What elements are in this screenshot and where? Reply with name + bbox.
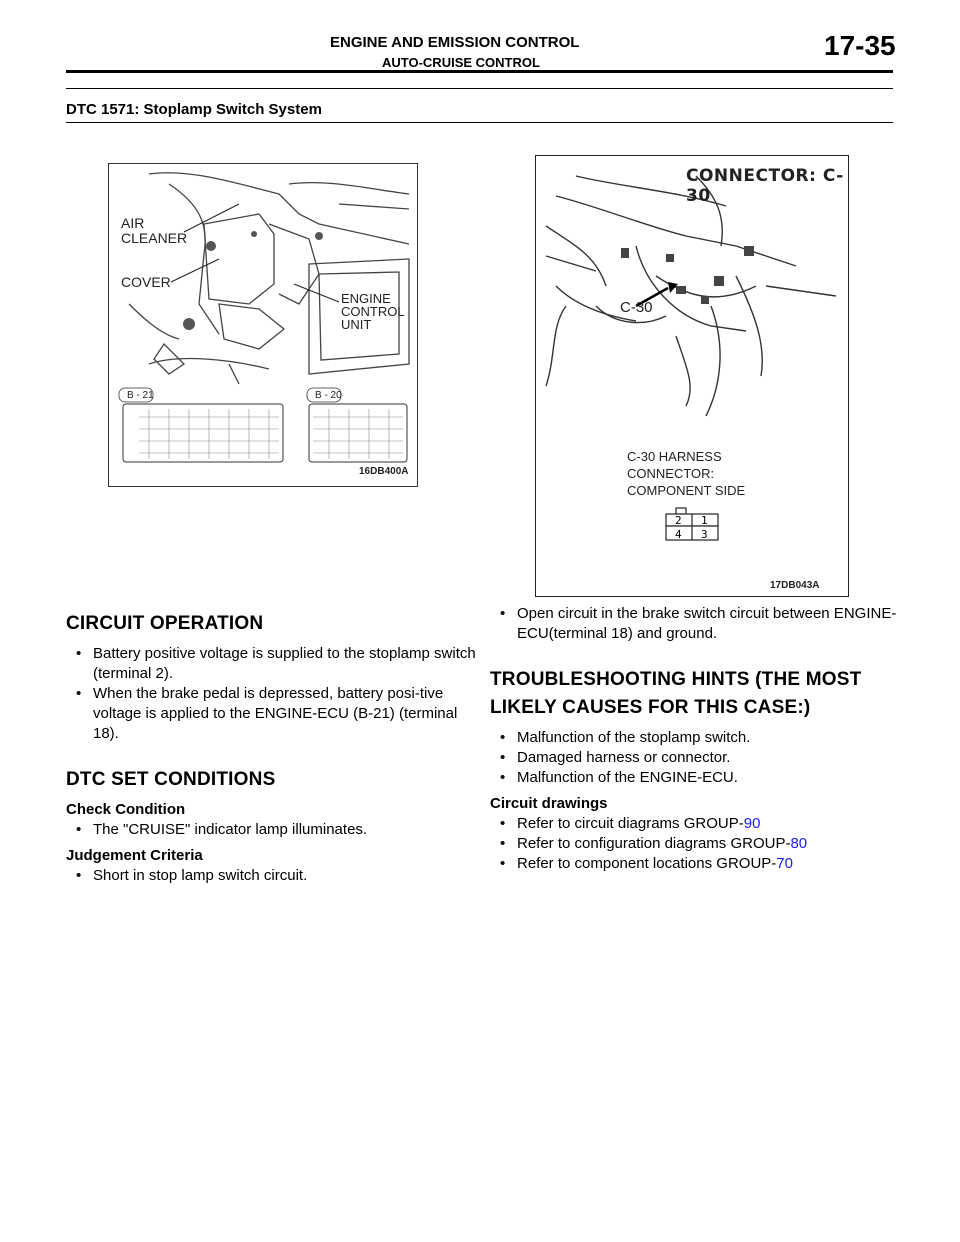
- right-column: [490, 604, 900, 874]
- list-item: • Short in stop lamp switch circuit.: [66, 866, 476, 886]
- pin-4: 4: [675, 528, 682, 541]
- figure-connector-drawing: [536, 156, 848, 596]
- label-air: AIR: [121, 215, 145, 231]
- check-condition-label: Check Condition: [66, 801, 186, 818]
- pin-2: 2: [675, 514, 682, 527]
- header-subtitle: AUTO-CRUISE CONTROL: [382, 55, 540, 70]
- list-item: [490, 834, 900, 854]
- pin-3: 3: [701, 528, 708, 541]
- label-engine-control-unit: [341, 292, 405, 331]
- label-harness-line3: COMPONENT SIDE: [627, 483, 746, 498]
- dtc-title: DTC 1571: Stoplamp Switch System: [66, 101, 322, 118]
- label-unit: UNIT: [341, 317, 372, 332]
- troubleshooting-heading: TROUBLESHOOTING HINTS (THE MOST LIKELY CAUSES FOR THIS CASE:): [490, 669, 862, 718]
- list-item: • When the brake pedal is depressed, battery posi-tive voltage is applied to the ENGINE-ECU (B-21) (terminal 18).: [66, 684, 476, 744]
- circuit-drawings-label: Circuit drawings: [490, 795, 608, 812]
- reference-text: Refer to circuit diagrams GROUP-: [517, 815, 744, 832]
- label-harness-line2: CONNECTOR:: [627, 466, 715, 481]
- group-80-link[interactable]: 80: [790, 835, 808, 852]
- connector-title: CONNECTOR: C-30: [686, 166, 844, 206]
- list-item: • The "CRUISE" indicator lamp illuminates.: [66, 820, 476, 840]
- label-cleaner: CLEANER: [121, 230, 188, 246]
- label-b20: B - 20: [315, 390, 342, 401]
- list-item: • Battery positive voltage is supplied to the stoplamp switch (terminal 2).: [66, 644, 476, 684]
- reference-text: Refer to component locations GROUP-: [517, 855, 777, 872]
- dtc-rule-bottom: [66, 122, 893, 123]
- list-item: [490, 854, 900, 874]
- group-90-link[interactable]: 90: [743, 815, 761, 832]
- circuit-operation-list: [66, 644, 476, 744]
- dtc-set-conditions-heading: DTC SET CONDITIONS: [66, 769, 276, 790]
- figure-connector-c30: [535, 155, 849, 597]
- label-cover: COVER: [121, 274, 171, 290]
- list-item: • Open circuit in the brake switch circuit between ENGINE-ECU(terminal 18) and ground.: [490, 604, 900, 644]
- reference-text: Refer to configuration diagrams GROUP-: [517, 835, 791, 852]
- judgement-criteria-list: [66, 866, 476, 886]
- figure-ecu-location: [108, 163, 418, 487]
- left-column: [66, 610, 476, 886]
- list-item: • Malfunction of the stoplamp switch.: [490, 728, 900, 748]
- figure-code-left: 16DB400A: [359, 466, 409, 477]
- label-c30: C-30: [620, 299, 653, 316]
- dtc-rule-top: [66, 88, 893, 89]
- label-harness-connector: [627, 448, 745, 499]
- judgement-criteria-label: Judgement Criteria: [66, 847, 203, 864]
- label-air-cleaner: [121, 216, 187, 246]
- list-item: • Malfunction of the ENGINE-ECU.: [490, 768, 900, 788]
- list-item: [490, 814, 900, 834]
- figure-code-right: 17DB043A: [770, 580, 820, 591]
- judgement-criteria-continued-list: [490, 604, 900, 644]
- label-engine: ENGINE: [341, 291, 391, 306]
- label-harness-line1: C-30 HARNESS: [627, 449, 722, 464]
- header-rule: [66, 70, 893, 73]
- header-title: ENGINE AND EMISSION CONTROL: [330, 34, 580, 51]
- group-70-link[interactable]: 70: [776, 855, 793, 872]
- page-number: 17-35: [824, 30, 896, 61]
- label-control: CONTROL: [341, 304, 405, 319]
- circuit-operation-heading: CIRCUIT OPERATION: [66, 613, 264, 634]
- check-condition-list: [66, 820, 476, 840]
- label-b21: B - 21: [127, 390, 154, 401]
- circuit-drawings-list: [490, 814, 900, 874]
- troubleshooting-list: [490, 728, 900, 788]
- pin-1: 1: [701, 514, 708, 527]
- list-item: • Damaged harness or connector.: [490, 748, 900, 768]
